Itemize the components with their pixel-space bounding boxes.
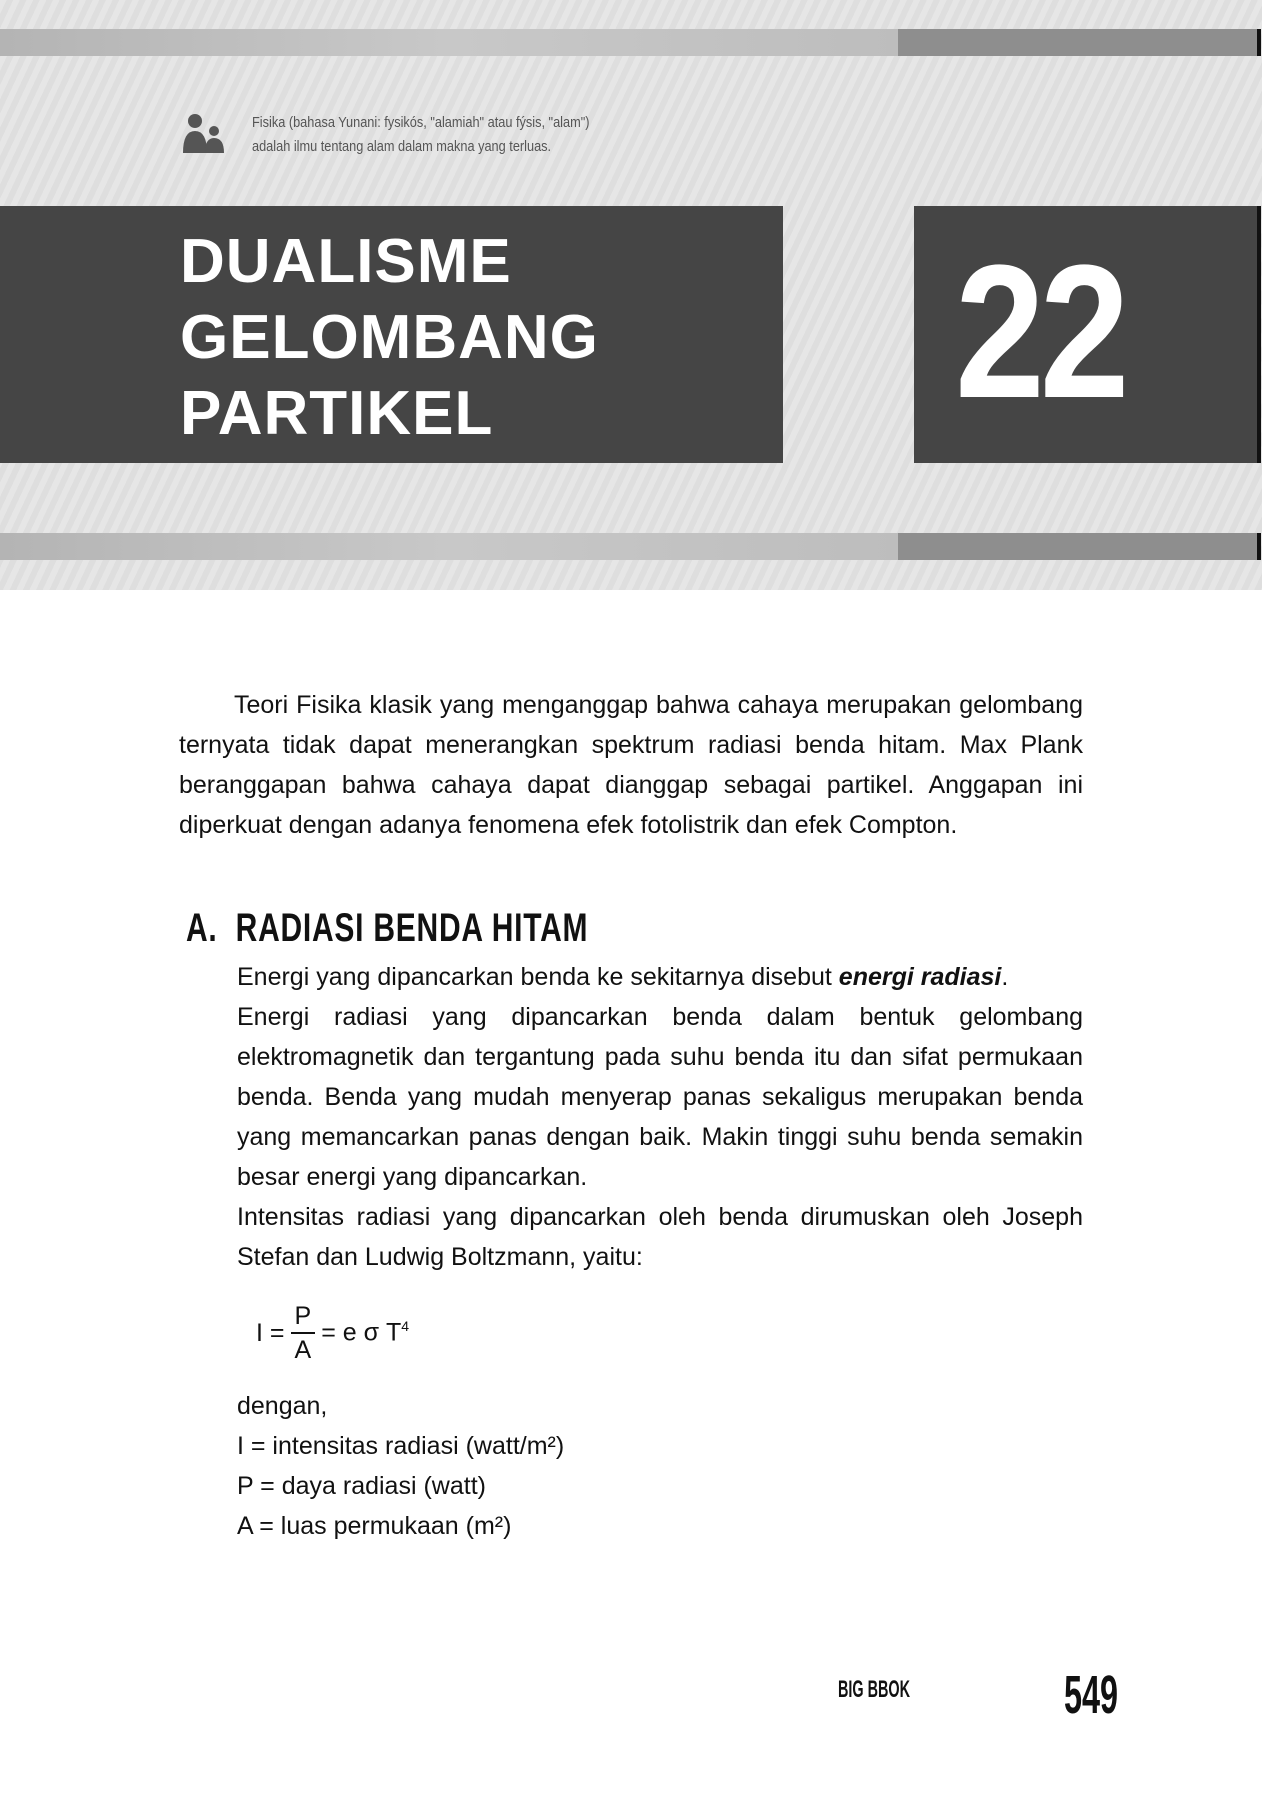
chapter-header [0, 0, 1262, 590]
edge-mark [1257, 29, 1261, 56]
title-line: PARTIKEL [180, 379, 494, 448]
definition: I = intensitas radiasi (watt/m²) [237, 1432, 565, 1460]
definitions [237, 1386, 1083, 1546]
formula-rhs [321, 1318, 409, 1347]
section-heading [186, 906, 588, 951]
chapter-quote [252, 111, 589, 159]
dengan-label: dengan, [237, 1392, 328, 1420]
chapter-number: 22 [955, 226, 1125, 438]
formula [256, 1300, 409, 1366]
text: Energi yang dipancarkan benda ke sekitarnya disebut [237, 963, 839, 991]
people-icon [181, 113, 227, 155]
header-top-bar [0, 29, 898, 56]
title-line: GELOMBANG [180, 303, 599, 372]
header-bottom-bar-dark [898, 533, 1257, 560]
quote-line: Fisika (bahasa Yunani: fysikós, "alamiah" atau fýsis, "alam") [252, 114, 590, 131]
definition: A = luas permukaan (m²) [237, 1512, 512, 1540]
edge-mark [1257, 533, 1261, 560]
paragraph [237, 957, 1083, 997]
header-top-bar-dark [898, 29, 1257, 56]
text: = e σ T [321, 1318, 402, 1347]
title-line: DUALISME [180, 227, 512, 296]
exponent: 4 [401, 1318, 410, 1335]
intro-paragraph: Teori Fisika klasik yang menganggap bahwa cahaya merupakan gelombang ternyata tidak dapat menerangkan spektrum radiasi benda hitam. Max Plank beranggapan bahwa cahaya dapat dianggap sebagai partikel. Anggapan ini diperkuat dengan adanya fenomena efek fotolistrik dan efek Compton. [179, 691, 1083, 839]
edge-mark [1257, 206, 1261, 463]
quote-line: adalah ilmu tentang alam dalam makna yang terluas. [252, 138, 552, 155]
fraction [291, 1300, 316, 1366]
formula-lhs: I = [256, 1318, 285, 1347]
text: . [1001, 963, 1009, 991]
emphasis: energi radiasi [838, 963, 1002, 991]
chapter-title [180, 224, 599, 452]
definition: P = daya radiasi (watt) [237, 1472, 486, 1500]
section-body [237, 957, 1083, 1277]
paragraph: Energi radiasi yang dipancarkan benda dalam bentuk gelombang elektromagnetik dan tergantung pada suhu benda itu dan sifat permukaan benda. Benda yang mudah menyerap panas sekaligus merupakan benda yang memancarkan panas dengan baik. Makin tinggi suhu benda semakin besar energi yang dipancarkan. [237, 1003, 1083, 1191]
section-title: RADIASI BENDA HITAM [235, 906, 589, 950]
section-letter: A. [186, 906, 218, 950]
paragraph: Intensitas radiasi yang dipancarkan oleh benda dirumuskan oleh Joseph Stefan dan Ludwig Boltzmann, yaitu: [237, 1203, 1083, 1271]
denominator: A [294, 1336, 312, 1364]
book-name: BIG BBOK [838, 1676, 910, 1703]
numerator: P [291, 1300, 316, 1334]
header-bottom-bar [0, 533, 898, 560]
page-number: 549 [1064, 1665, 1119, 1725]
